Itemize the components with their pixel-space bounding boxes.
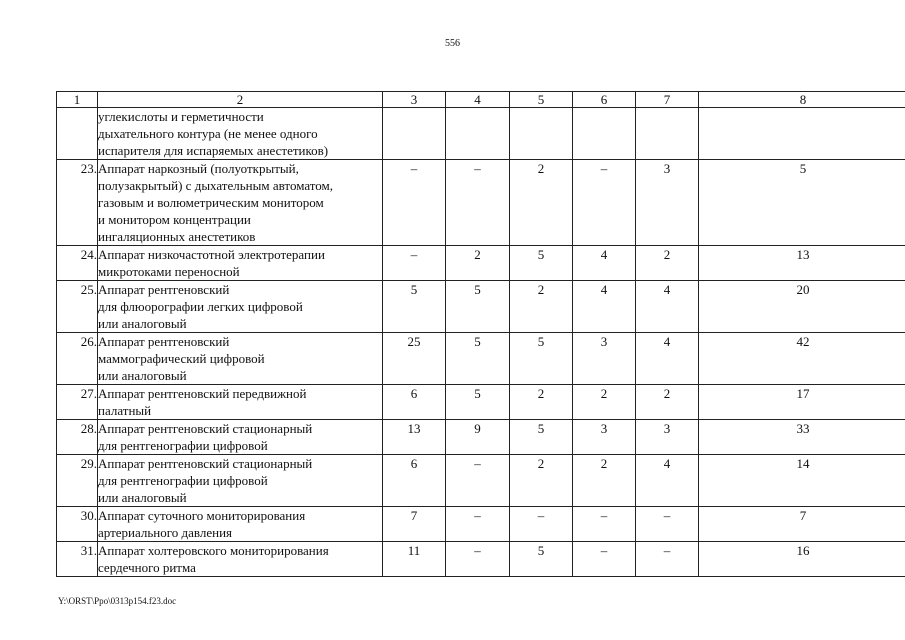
quantity-cell bbox=[383, 160, 446, 246]
quantity-cell bbox=[383, 108, 446, 160]
column-header: 2 bbox=[98, 92, 383, 108]
column-header: 4 bbox=[446, 92, 510, 108]
quantity-cell bbox=[446, 281, 510, 333]
equipment-name-line: микротоками переносной bbox=[98, 264, 240, 279]
quantity-value: 5 bbox=[537, 543, 545, 558]
row-number bbox=[57, 542, 98, 577]
quantity-value: 2 bbox=[537, 161, 545, 176]
quantity-cell bbox=[383, 455, 446, 507]
quantity-value: 3 bbox=[663, 421, 671, 436]
equipment-name-line: дыхательного контура (не менее одного bbox=[98, 126, 318, 141]
row-number bbox=[57, 246, 98, 281]
quantity-cell bbox=[699, 333, 905, 385]
row-number-text: 26. bbox=[80, 334, 97, 349]
quantity-cell bbox=[636, 385, 699, 420]
quantity-value: – bbox=[600, 543, 608, 558]
quantity-cell bbox=[510, 160, 573, 246]
quantity-value: 2 bbox=[537, 456, 545, 471]
quantity-cell bbox=[573, 542, 636, 577]
table-row bbox=[57, 281, 905, 333]
column-header: 5 bbox=[510, 92, 573, 108]
equipment-name-line: Аппарат рентгеновский стационарный bbox=[98, 456, 313, 471]
row-number-text: 27. bbox=[80, 386, 97, 401]
row-number bbox=[57, 108, 98, 160]
quantity-cell bbox=[573, 108, 636, 160]
row-number bbox=[57, 455, 98, 507]
quantity-value: 9 bbox=[474, 421, 481, 436]
equipment-name-line: ингаляционных анестетиков bbox=[98, 229, 256, 244]
quantity-cell bbox=[510, 246, 573, 281]
quantity-cell bbox=[510, 455, 573, 507]
equipment-name-line: артериального давления bbox=[98, 525, 233, 540]
quantity-value: – bbox=[663, 508, 671, 523]
quantity-value: 6 bbox=[410, 456, 418, 471]
row-number-text: 24. bbox=[80, 247, 97, 262]
quantity-value: 2 bbox=[537, 282, 545, 297]
equipment-name bbox=[98, 420, 383, 455]
row-number-text: 29. bbox=[80, 456, 97, 471]
quantity-value: 5 bbox=[537, 421, 545, 436]
column-header: 8 bbox=[699, 92, 905, 108]
table-row bbox=[57, 108, 905, 160]
quantity-cell bbox=[510, 108, 573, 160]
quantity-cell bbox=[573, 455, 636, 507]
quantity-cell bbox=[699, 542, 905, 577]
quantity-cell bbox=[573, 333, 636, 385]
equipment-name-line: маммографический цифровой bbox=[98, 351, 265, 366]
quantity-value: 5 bbox=[474, 334, 481, 349]
equipment-name bbox=[98, 507, 383, 542]
quantity-cell bbox=[699, 281, 905, 333]
quantity-value: – bbox=[474, 456, 481, 471]
quantity-cell bbox=[699, 507, 905, 542]
table-row bbox=[57, 160, 905, 246]
equipment-name-line: и монитором концентрации bbox=[98, 212, 251, 227]
quantity-value: 20 bbox=[796, 282, 810, 297]
equipment-name-line: Аппарат низкочастотной электротерапии bbox=[98, 247, 325, 262]
quantity-cell bbox=[636, 160, 699, 246]
equipment-name-line: Аппарат холтеровского мониторирования bbox=[98, 543, 329, 558]
equipment-name-line: испарителя для испаряемых анестетиков) bbox=[98, 143, 329, 158]
quantity-value: 2 bbox=[600, 386, 608, 401]
table-row bbox=[57, 420, 905, 455]
table-row bbox=[57, 385, 905, 420]
quantity-cell bbox=[573, 160, 636, 246]
quantity-cell bbox=[446, 455, 510, 507]
row-number bbox=[57, 507, 98, 542]
quantity-cell bbox=[636, 108, 699, 160]
quantity-cell bbox=[636, 333, 699, 385]
row-number bbox=[57, 160, 98, 246]
quantity-cell bbox=[446, 385, 510, 420]
quantity-value: 7 bbox=[410, 508, 418, 523]
quantity-cell bbox=[383, 246, 446, 281]
equipment-name-line: Аппарат рентгеновский bbox=[98, 282, 230, 297]
quantity-cell bbox=[446, 333, 510, 385]
quantity-cell bbox=[699, 246, 905, 281]
quantity-value: 13 bbox=[407, 421, 421, 436]
quantity-cell bbox=[383, 542, 446, 577]
quantity-cell bbox=[699, 108, 905, 160]
quantity-value: – bbox=[600, 161, 608, 176]
column-header: 1 bbox=[57, 92, 98, 108]
equipment-name-line: или аналоговый bbox=[98, 368, 187, 383]
quantity-cell bbox=[383, 507, 446, 542]
quantity-cell bbox=[636, 542, 699, 577]
quantity-value: 33 bbox=[796, 421, 810, 436]
quantity-value: – bbox=[410, 247, 418, 262]
quantity-cell bbox=[510, 281, 573, 333]
quantity-value: 25 bbox=[407, 334, 421, 349]
equipment-name-line: газовым и волюметрическим монитором bbox=[98, 195, 324, 210]
quantity-value: 4 bbox=[600, 282, 608, 297]
equipment-name bbox=[98, 542, 383, 577]
quantity-value: 2 bbox=[663, 247, 671, 262]
row-number bbox=[57, 281, 98, 333]
equipment-name bbox=[98, 281, 383, 333]
table-row bbox=[57, 246, 905, 281]
quantity-value: 2 bbox=[663, 386, 671, 401]
quantity-value: 2 bbox=[537, 386, 545, 401]
table-row bbox=[57, 455, 905, 507]
quantity-value: – bbox=[600, 508, 608, 523]
table-row bbox=[57, 542, 905, 577]
quantity-value: – bbox=[474, 543, 481, 558]
quantity-cell bbox=[383, 281, 446, 333]
quantity-value: 3 bbox=[663, 161, 671, 176]
equipment-name-line: палатный bbox=[98, 403, 152, 418]
quantity-value: 17 bbox=[796, 386, 810, 401]
quantity-cell bbox=[510, 420, 573, 455]
quantity-cell bbox=[573, 281, 636, 333]
equipment-name-line: или аналоговый bbox=[98, 316, 187, 331]
quantity-value: 5 bbox=[537, 247, 545, 262]
quantity-value: 5 bbox=[799, 161, 807, 176]
row-number-text: 28. bbox=[80, 421, 97, 436]
quantity-cell bbox=[636, 455, 699, 507]
equipment-name-line: Аппарат рентгеновский передвижной bbox=[98, 386, 307, 401]
equipment-table bbox=[56, 91, 905, 577]
column-header: 3 bbox=[383, 92, 446, 108]
quantity-value: – bbox=[537, 508, 545, 523]
quantity-cell bbox=[636, 420, 699, 455]
column-header: 6 bbox=[573, 92, 636, 108]
quantity-value: 16 bbox=[796, 543, 810, 558]
equipment-name bbox=[98, 385, 383, 420]
table-body bbox=[57, 108, 905, 577]
quantity-value: 4 bbox=[600, 247, 608, 262]
equipment-name-line: для рентгенографии цифровой bbox=[98, 473, 268, 488]
quantity-value: 4 bbox=[663, 456, 671, 471]
quantity-cell bbox=[446, 542, 510, 577]
quantity-cell bbox=[510, 507, 573, 542]
quantity-cell bbox=[573, 246, 636, 281]
quantity-cell bbox=[636, 507, 699, 542]
footer-file-path: Y:\ORST\Ppo\0313p154.f23.doc bbox=[58, 596, 177, 606]
row-number-text: 23. bbox=[80, 161, 97, 176]
equipment-name-line: Аппарат наркозный (полуоткрытый, bbox=[98, 161, 299, 176]
quantity-value: 5 bbox=[410, 282, 418, 297]
quantity-cell bbox=[510, 385, 573, 420]
quantity-cell bbox=[699, 385, 905, 420]
column-header: 7 bbox=[636, 92, 699, 108]
row-number bbox=[57, 420, 98, 455]
quantity-cell bbox=[446, 160, 510, 246]
equipment-name-line: для флюорографии легких цифровой bbox=[98, 299, 303, 314]
equipment-name bbox=[98, 246, 383, 281]
quantity-value: 5 bbox=[474, 282, 481, 297]
equipment-name-line: сердечного ритма bbox=[98, 560, 196, 575]
quantity-cell bbox=[446, 420, 510, 455]
equipment-name bbox=[98, 108, 383, 160]
quantity-value: 14 bbox=[796, 456, 810, 471]
quantity-cell bbox=[699, 160, 905, 246]
equipment-name bbox=[98, 455, 383, 507]
table-row bbox=[57, 507, 905, 542]
equipment-name-line: углекислоты и герметичности bbox=[98, 109, 264, 124]
quantity-value: – bbox=[474, 508, 481, 523]
row-number bbox=[57, 333, 98, 385]
table-row bbox=[57, 333, 905, 385]
quantity-value: 4 bbox=[663, 282, 671, 297]
quantity-cell bbox=[446, 108, 510, 160]
equipment-name-line: для рентгенографии цифровой bbox=[98, 438, 268, 453]
quantity-cell bbox=[383, 385, 446, 420]
quantity-cell bbox=[573, 420, 636, 455]
quantity-cell bbox=[573, 385, 636, 420]
header-row bbox=[57, 92, 905, 108]
quantity-value: 7 bbox=[799, 508, 807, 523]
quantity-cell bbox=[699, 420, 905, 455]
row-number bbox=[57, 385, 98, 420]
row-number-text: 30. bbox=[80, 508, 97, 523]
quantity-cell bbox=[383, 420, 446, 455]
quantity-value: 2 bbox=[474, 247, 481, 262]
quantity-value: 6 bbox=[410, 386, 418, 401]
quantity-cell bbox=[636, 281, 699, 333]
quantity-value: 4 bbox=[663, 334, 671, 349]
quantity-cell bbox=[699, 455, 905, 507]
quantity-value: 13 bbox=[796, 247, 810, 262]
quantity-cell bbox=[446, 507, 510, 542]
quantity-cell bbox=[510, 542, 573, 577]
quantity-value: 11 bbox=[407, 543, 421, 558]
quantity-value: – bbox=[474, 161, 481, 176]
equipment-name-line: или аналоговый bbox=[98, 490, 187, 505]
quantity-value: 5 bbox=[537, 334, 545, 349]
page-number: 556 bbox=[445, 38, 460, 49]
row-number-text: 31. bbox=[80, 543, 97, 558]
equipment-name-line: Аппарат рентгеновский стационарный bbox=[98, 421, 313, 436]
quantity-cell bbox=[383, 333, 446, 385]
quantity-value: 5 bbox=[474, 386, 481, 401]
quantity-value: 3 bbox=[600, 334, 608, 349]
quantity-cell bbox=[446, 246, 510, 281]
equipment-name-line: Аппарат суточного мониторирования bbox=[98, 508, 306, 523]
quantity-value: – bbox=[410, 161, 418, 176]
quantity-cell bbox=[573, 507, 636, 542]
equipment-name bbox=[98, 160, 383, 246]
equipment-name-line: Аппарат рентгеновский bbox=[98, 334, 230, 349]
quantity-cell bbox=[510, 333, 573, 385]
equipment-name-line: полузакрытый) с дыхательным автоматом, bbox=[98, 178, 334, 193]
quantity-value: – bbox=[663, 543, 671, 558]
quantity-value: 3 bbox=[600, 421, 608, 436]
equipment-name bbox=[98, 333, 383, 385]
quantity-value: 2 bbox=[600, 456, 608, 471]
row-number-text: 25. bbox=[80, 282, 97, 297]
quantity-value: 42 bbox=[796, 334, 810, 349]
quantity-cell bbox=[636, 246, 699, 281]
